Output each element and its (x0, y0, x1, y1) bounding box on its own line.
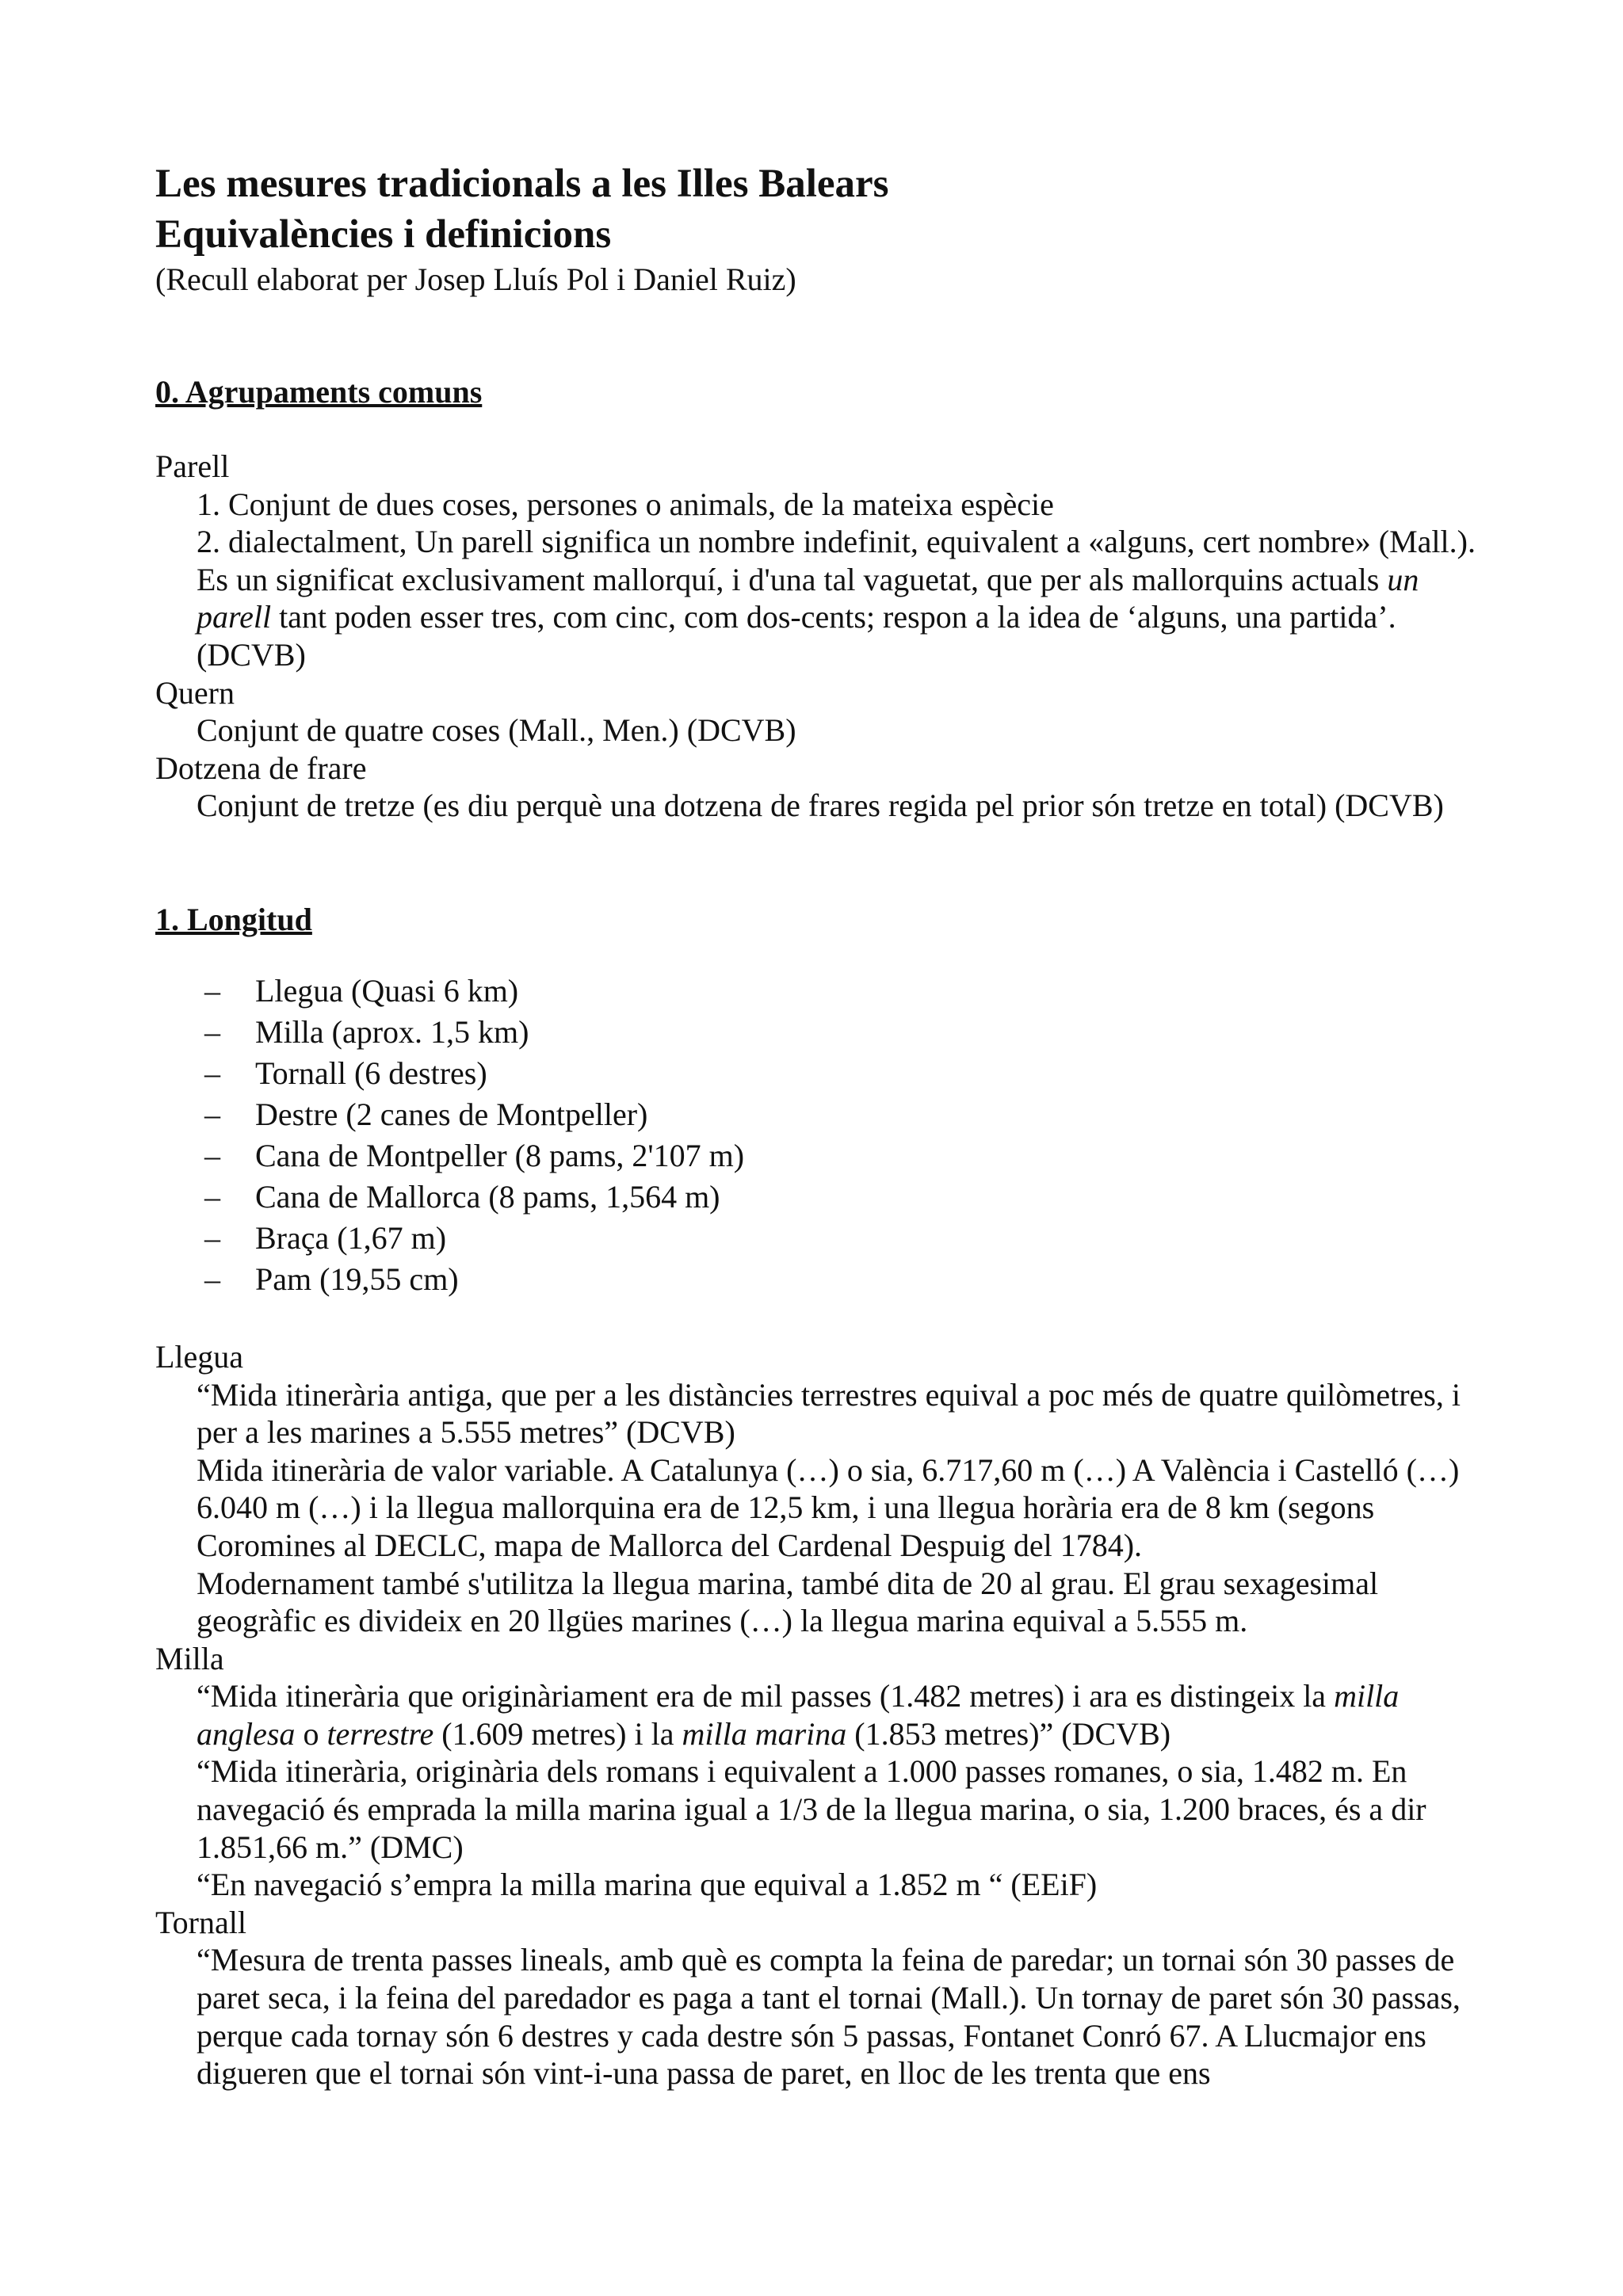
definition-parell-1: 1. Conjunt de dues coses, persones o animals, de la mateixa espècie (197, 486, 1054, 522)
dash-bullet: – (204, 1013, 220, 1050)
definition-text: tant poden esser tres, com cinc, com dos-cents; respon a la idea de ‘alguns, una partida’. (DCVB) (197, 599, 1396, 673)
list-item (155, 1012, 1487, 1053)
dash-bullet: – (204, 1096, 220, 1132)
definition-milla-3: “En navegació s’empra la milla marina que equival a 1.852 m “ (EEiF) (197, 1867, 1098, 1903)
definition-parell-2 (197, 523, 1487, 673)
list-item (155, 1218, 1487, 1259)
definition-milla-2: “Mida itinerària, originària dels romans i equivalent a 1.000 passes romanes, o sia, 1.482 m. En navegació és emprada la milla marina igual a 1/3 de la llegua marina, o sia, 1.200 braces, és a dir 1.851,66 m.” (DMC) (197, 1753, 1426, 1865)
definition-text: (1.609 metres) i la (433, 1715, 682, 1752)
definition-italic-text: un parell (197, 561, 1419, 635)
definition-italic-text: milla anglesa (197, 1678, 1400, 1752)
document-page (155, 158, 1487, 2092)
list-item (155, 1094, 1487, 1135)
list-item (155, 1053, 1487, 1094)
title-line-2: Equivalències i definicions (155, 212, 612, 257)
list-item-text: Braça (1,67 m) (255, 1219, 447, 1256)
dash-bullet: – (204, 1055, 220, 1091)
definition-llegua-3: Modernament també s'utilitza la llegua marina, també dita de 20 al grau. El grau sexagesimal geogràfic es divideix en 20 llgües marines (…) la llegua marina equival a 5.555 m. (197, 1565, 1379, 1639)
term-tornall: Tornall (155, 1904, 246, 1940)
dash-bullet: – (204, 1137, 220, 1173)
list-item (155, 1259, 1487, 1300)
definition-text: “Mida itinerària que originàriament era de mil passes (1.482 metres) i ara es distingeix la (197, 1678, 1335, 1714)
definition-text: (1.853 metres)” (DCVB) (846, 1715, 1171, 1752)
list-item-text: Llegua (Quasi 6 km) (255, 972, 519, 1009)
list-item (155, 1135, 1487, 1177)
section-heading-agrupaments: 0. Agrupaments comuns (155, 374, 483, 410)
units-list (155, 971, 1487, 1300)
dash-bullet: – (204, 972, 220, 1009)
title-line-1: Les mesures tradicionals a les Illes Balears (155, 162, 889, 206)
definition-tornall-1: “Mesura de trenta passes lineals, amb què es compta la feina de paredar; un tornai són 30 passes de paret seca, i la feina del paredador es paga a tant el tornai (Mall.). Un tornay de paret són 30 passas, perque cada tornay són 6 destres y cada destre són 5 passas, Fontanet Conró 67. A Llucmajor ens digueren que el tornai són vint-i-una passa de paret, en lloc de les trenta que ens (197, 1942, 1461, 2092)
list-item-text: Cana de Mallorca (8 pams, 1,564 m) (255, 1178, 720, 1215)
definition-quern: Conjunt de quatre coses (Mall., Men.) (DCVB) (197, 712, 796, 749)
definition-milla-1 (197, 1677, 1487, 1753)
definition-llegua-1: “Mida itinerària antiga, que per a les distàncies terrestres equival a poc més de quatre quilòmetres, i per a les marines a 5.555 metres” (DCVB) (197, 1376, 1461, 1451)
term-dotzena-de-frare: Dotzena de frare (155, 749, 367, 786)
definition-text: o (295, 1715, 327, 1752)
definition-italic-text: milla marina (682, 1715, 847, 1752)
definition-dotzena-de-frare: Conjunt de tretze (es diu perquè una dotzena de frares regida pel prior són tretze en total) (DCVB) (197, 788, 1444, 824)
definition-llegua-2: Mida itinerària de valor variable. A Catalunya (…) o sia, 6.717,60 m (…) A València i Castelló (…) 6.040 m (…) i la llegua mallorquina era de 12,5 km, i una llegua horària era de 8 km (segons Coromines al DECLC, mapa de Mallorca del Cardenal Despuig del 1784). (197, 1451, 1460, 1563)
term-llegua: Llegua (155, 1338, 244, 1375)
section-longitud-body (155, 1338, 1487, 2092)
definition-text: 2. dialectalment, Un parell significa un nombre indefinit, equivalent a «alguns, cert nombre» (Mall.). Es un significat exclusivament mallorquí, i d'una tal vaguetat, que per als mallorquins actuals (197, 524, 1476, 597)
list-item (155, 1177, 1487, 1218)
list-item (155, 971, 1487, 1012)
section-heading-longitud: 1. Longitud (155, 901, 312, 937)
list-item-text: Tornall (6 destres) (255, 1055, 487, 1091)
dash-bullet: – (204, 1261, 220, 1297)
definition-italic-text: terrestre (327, 1715, 434, 1752)
list-item-text: Destre (2 canes de Montpeller) (255, 1096, 648, 1132)
section-agrupaments-body (155, 448, 1487, 825)
dash-bullet: – (204, 1219, 220, 1256)
document-title (155, 158, 1487, 260)
dash-bullet: – (204, 1178, 220, 1215)
term-parell: Parell (155, 448, 230, 484)
term-quern: Quern (155, 674, 235, 711)
list-item-text: Cana de Montpeller (8 pams, 2'107 m) (255, 1137, 745, 1173)
list-item-text: Milla (aprox. 1,5 km) (255, 1013, 529, 1050)
document-credit: (Recull elaborat per Josep Lluís Pol i Daniel Ruiz) (155, 261, 796, 297)
term-milla: Milla (155, 1640, 224, 1676)
list-item-text: Pam (19,55 cm) (255, 1261, 459, 1297)
